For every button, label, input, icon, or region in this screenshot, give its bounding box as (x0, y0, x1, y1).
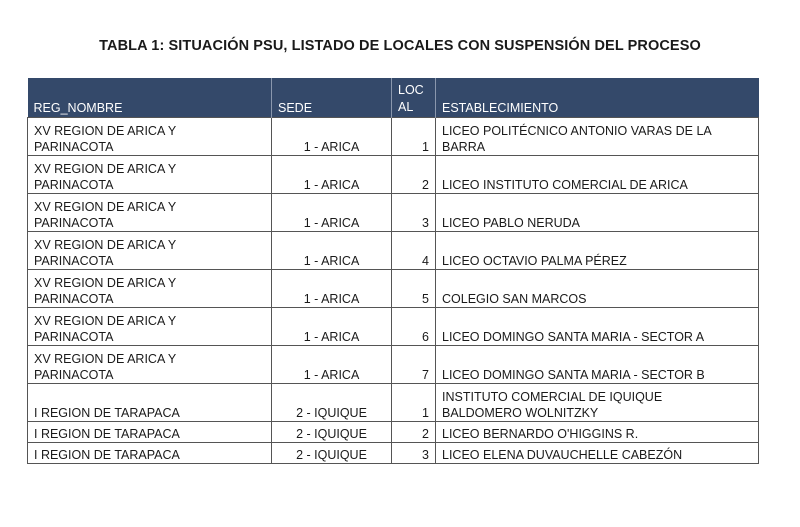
table-row (28, 308, 759, 346)
table-row (28, 384, 759, 422)
cell-region (28, 443, 272, 464)
table-row (28, 118, 759, 156)
region-line1: XV REGION DE ARICA Y (34, 124, 177, 138)
header-local-line2: AL (398, 100, 414, 114)
region-line1: XV REGION DE ARICA Y (34, 238, 177, 252)
table-row (28, 156, 759, 194)
region-line1: XV REGION DE ARICA Y (34, 352, 177, 366)
table-row (28, 270, 759, 308)
locales-table (27, 78, 759, 464)
cell-establecimiento (436, 194, 759, 232)
establecimiento-line2: BALDOMERO WOLNITZKY (442, 406, 599, 420)
cell-establecimiento (436, 422, 759, 443)
cell-local: 1 (392, 118, 436, 156)
establecimiento-line2: LICEO ELENA DUVAUCHELLE CABEZÓN (442, 448, 683, 462)
header-sede: SEDE (272, 78, 392, 118)
header-local-line1: LOC (398, 83, 424, 97)
cell-local: 2 (392, 156, 436, 194)
establecimiento-line2: LICEO INSTITUTO COMERCIAL DE ARICA (442, 178, 688, 192)
table-header-row (28, 78, 759, 118)
region-line2: PARINACOTA (34, 254, 114, 268)
cell-sede: 1 - ARICA (272, 270, 392, 308)
cell-region (28, 118, 272, 156)
table-row (28, 194, 759, 232)
cell-region (28, 346, 272, 384)
cell-sede: 2 - IQUIQUE (272, 384, 392, 422)
cell-local: 3 (392, 443, 436, 464)
establecimiento-line2: LICEO BERNARDO O'HIGGINS R. (442, 427, 639, 441)
region-line2: PARINACOTA (34, 216, 114, 230)
table-row (28, 232, 759, 270)
cell-sede: 2 - IQUIQUE (272, 443, 392, 464)
cell-region (28, 422, 272, 443)
table-row (28, 346, 759, 384)
cell-establecimiento (436, 384, 759, 422)
cell-local: 1 (392, 384, 436, 422)
cell-region (28, 270, 272, 308)
cell-region (28, 194, 272, 232)
cell-local: 2 (392, 422, 436, 443)
region-line2: I REGION DE TARAPACA (34, 427, 180, 441)
cell-region (28, 156, 272, 194)
header-reg-nombre: REG_NOMBRE (28, 78, 272, 118)
region-line2: PARINACOTA (34, 140, 114, 154)
region-line2: PARINACOTA (34, 178, 114, 192)
table-title: TABLA 1: SITUACIÓN PSU, LISTADO DE LOCALES CON SUSPENSIÓN DEL PROCESO (99, 38, 701, 54)
cell-sede: 1 - ARICA (272, 232, 392, 270)
cell-establecimiento (436, 232, 759, 270)
cell-establecimiento (436, 443, 759, 464)
header-local (392, 78, 436, 118)
establecimiento-line2: BARRA (442, 140, 486, 154)
region-line1: XV REGION DE ARICA Y (34, 200, 177, 214)
establecimiento-line1: LICEO POLITÉCNICO ANTONIO VARAS DE LA (442, 124, 712, 138)
cell-establecimiento (436, 270, 759, 308)
cell-region (28, 308, 272, 346)
region-line1: XV REGION DE ARICA Y (34, 314, 177, 328)
cell-region (28, 232, 272, 270)
region-line2: PARINACOTA (34, 330, 114, 344)
establecimiento-line2: LICEO DOMINGO SANTA MARIA - SECTOR A (442, 330, 705, 344)
establecimiento-line2: LICEO OCTAVIO PALMA PÉREZ (442, 254, 627, 268)
cell-establecimiento (436, 156, 759, 194)
establecimiento-line1: INSTITUTO COMERCIAL DE IQUIQUE (442, 390, 663, 404)
region-line2: PARINACOTA (34, 368, 114, 382)
region-line2: I REGION DE TARAPACA (34, 406, 180, 420)
cell-establecimiento (436, 346, 759, 384)
cell-sede: 1 - ARICA (272, 156, 392, 194)
cell-sede: 1 - ARICA (272, 308, 392, 346)
cell-local: 6 (392, 308, 436, 346)
cell-sede: 1 - ARICA (272, 346, 392, 384)
cell-sede: 1 - ARICA (272, 118, 392, 156)
table-row (28, 422, 759, 443)
cell-local: 4 (392, 232, 436, 270)
cell-sede: 2 - IQUIQUE (272, 422, 392, 443)
cell-sede: 1 - ARICA (272, 194, 392, 232)
region-line2: I REGION DE TARAPACA (34, 448, 180, 462)
table-row (28, 443, 759, 464)
cell-local: 3 (392, 194, 436, 232)
cell-local: 7 (392, 346, 436, 384)
cell-establecimiento (436, 308, 759, 346)
cell-establecimiento (436, 118, 759, 156)
header-establecimiento: ESTABLECIMIENTO (436, 78, 759, 118)
region-line1: XV REGION DE ARICA Y (34, 276, 177, 290)
establecimiento-line2: LICEO PABLO NERUDA (442, 216, 581, 230)
region-line1: XV REGION DE ARICA Y (34, 162, 177, 176)
cell-region (28, 384, 272, 422)
establecimiento-line2: COLEGIO SAN MARCOS (442, 292, 587, 306)
establecimiento-line2: LICEO DOMINGO SANTA MARIA - SECTOR B (442, 368, 705, 382)
cell-local: 5 (392, 270, 436, 308)
region-line2: PARINACOTA (34, 292, 114, 306)
